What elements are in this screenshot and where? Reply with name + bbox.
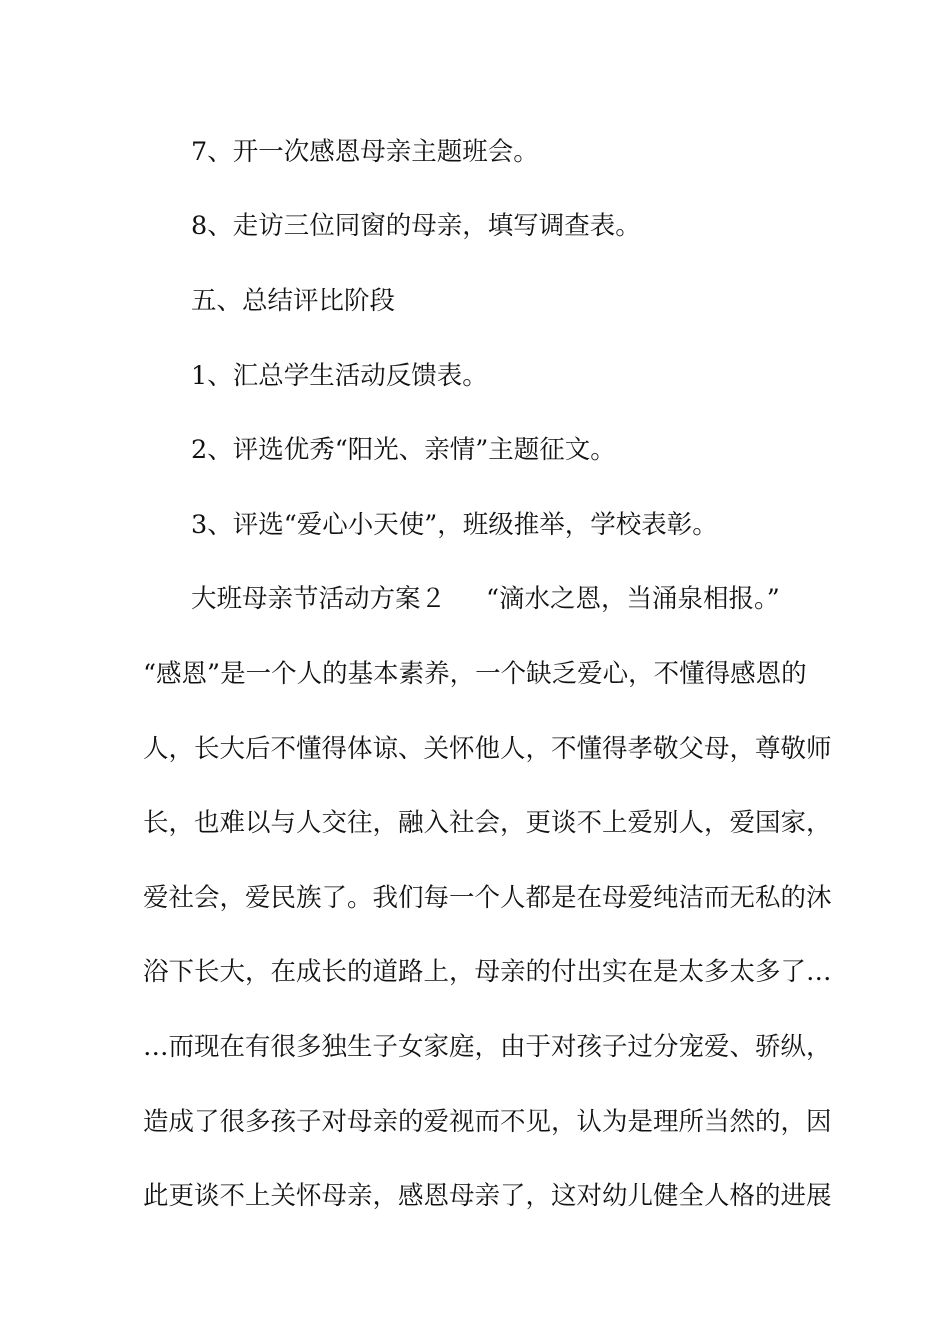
list-item-8: 8、走访三位同窗的母亲，填写调查表。: [191, 211, 641, 241]
body-line-8: 此更谈不上关怀母亲，感恩母亲了，这对幼儿健全人格的进展: [143, 1181, 832, 1211]
body-line-3: 长，也难以与人交往，融入社会，更谈不上爱别人，爱国家，: [143, 808, 832, 838]
plan-title: 大班母亲节活动方案２: [191, 584, 447, 614]
body-line-5: 浴下长大，在成长的道路上，母亲的付出实在是太多太多了…: [143, 957, 832, 987]
body-line-7: 造成了很多孩子对母亲的爱视而不见，认为是理所当然的，因: [143, 1107, 832, 1137]
body-line-1: “感恩”是一个人的基本素养，一个缺乏爱心，不懂得感恩的: [143, 659, 807, 689]
body-line-6: …而现在有很多独生子女家庭，由于对孩子过分宠爱、骄纵，: [143, 1032, 832, 1062]
body-line-2: 人，长大后不懂得体谅、关怀他人，不懂得孝敬父母，尊敬师: [143, 734, 832, 764]
opening-quote: “滴水之恩，当涌泉相报。”: [486, 584, 780, 614]
list-item-1: 1、汇总学生活动反馈表。: [191, 361, 488, 391]
list-item-2: 2、评选优秀“阳光、亲情”主题征文。: [191, 435, 616, 465]
section-heading: 五、总结评比阶段: [191, 286, 396, 316]
plan-title-line: [191, 579, 855, 619]
list-item-7: 7、开一次感恩母亲主题班会。: [191, 137, 539, 167]
body-line-4: 爱社会，爱民族了。我们每一个人都是在母爱纯洁而无私的沐: [143, 883, 832, 913]
list-item-3: 3、评选“爱心小天使”，班级推举，学校表彰。: [191, 510, 718, 540]
